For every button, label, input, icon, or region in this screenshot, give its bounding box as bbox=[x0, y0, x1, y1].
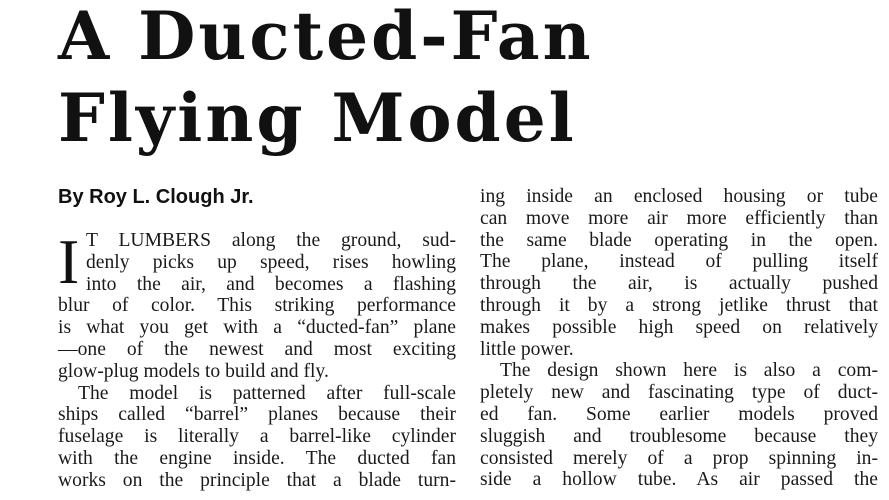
text-line: The model is patterned after full-scale bbox=[78, 382, 456, 404]
text-line: makes possible high speed on relatively bbox=[480, 316, 878, 338]
text-line: works on the principle that a blade turn- bbox=[58, 469, 456, 491]
text-line: The plane, instead of pulling itself bbox=[480, 251, 878, 273]
text-line: through it by a strong jetlike thrust that bbox=[480, 294, 878, 316]
text-line: denly picks up speed, rises howling bbox=[86, 251, 456, 273]
text-line: The design shown here is also a com- bbox=[500, 360, 878, 382]
text-line: fuselage is literally a barrel-like cylinder bbox=[58, 426, 456, 448]
text-line: T LUMBERS along the ground, sud- bbox=[86, 230, 456, 251]
text-line: can move more air more efficiently than bbox=[480, 207, 878, 229]
text-line: consisted merely of a prop spinning in- bbox=[480, 447, 878, 469]
headline-line-2: Flying Model bbox=[58, 79, 577, 157]
text-line: is what you get with a “ducted-fan” plane bbox=[58, 317, 456, 339]
text-line: the same blade operating in the open. bbox=[480, 229, 878, 251]
headline-line-1: A Ducted-Fan bbox=[58, 0, 594, 75]
text-line: into the air, and becomes a flashing bbox=[86, 273, 456, 295]
text-line: with the engine inside. The ducted fan bbox=[58, 447, 456, 469]
text-line: ing inside an enclosed housing or tube bbox=[480, 186, 878, 207]
text-line: ed fan. Some earlier models proved bbox=[480, 403, 878, 425]
text-line: blur of color. This striking performance bbox=[58, 295, 456, 317]
author-byline: By Roy L. Clough Jr. bbox=[58, 186, 254, 208]
article-column-right bbox=[480, 186, 878, 491]
text-line: side a hollow tube. As air passed the bbox=[480, 469, 878, 491]
article-column-left bbox=[58, 226, 456, 492]
drop-cap: I bbox=[58, 226, 80, 297]
text-line: little power. bbox=[480, 338, 574, 360]
text-line: pletely new and fascinating type of duct- bbox=[480, 382, 878, 404]
text-line: ships called “barrel” planes because their bbox=[58, 404, 456, 426]
text-line: sluggish and troublesome because they bbox=[480, 425, 878, 447]
text-line: glow-plug models to build and fly. bbox=[58, 360, 329, 382]
text-line: through the air, is actually pushed bbox=[480, 273, 878, 295]
text-line: —one of the newest and most exciting bbox=[58, 338, 456, 360]
